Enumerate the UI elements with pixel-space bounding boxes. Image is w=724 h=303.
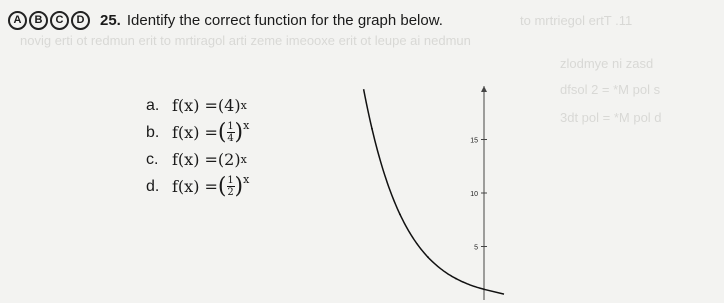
fraction-numerator: 1 xyxy=(227,175,234,186)
curve-point xyxy=(399,214,401,216)
option-letter: a. xyxy=(146,96,160,114)
answer-options xyxy=(146,92,249,200)
open-paren: ( xyxy=(217,119,227,145)
fraction-denominator: 2 xyxy=(227,187,234,198)
option-exponent: x xyxy=(243,119,250,132)
bubble-c[interactable]: C xyxy=(50,11,69,30)
option-exponent: x xyxy=(243,173,250,186)
option-letter: b. xyxy=(146,123,160,141)
bleed-through-text: to mrtriegol ertT .11 xyxy=(520,13,633,28)
bubble-a[interactable]: A xyxy=(8,11,27,30)
option-letter: c. xyxy=(146,150,159,168)
close-paren: ) xyxy=(234,173,244,199)
curve-points xyxy=(371,128,485,290)
answer-bubbles xyxy=(8,11,90,30)
question-number: 25. xyxy=(100,11,121,29)
option-lhs: f(x) = xyxy=(172,123,218,142)
option-lhs: f(x) = xyxy=(172,96,218,115)
option-letter: d. xyxy=(146,177,160,195)
fraction-denominator: 4 xyxy=(227,133,234,144)
option-a[interactable] xyxy=(146,92,249,119)
fraction xyxy=(227,175,235,198)
close-paren: ) xyxy=(234,119,244,145)
y-tick-label: 5 xyxy=(474,244,478,252)
bleed-through-text: zlodmye ni zasd xyxy=(560,56,654,71)
y-tick-label: 10 xyxy=(470,191,478,198)
bubble-b[interactable]: B xyxy=(29,11,48,30)
y-tick-label: 15 xyxy=(470,137,478,145)
option-exponent: x xyxy=(240,99,247,112)
option-c[interactable] xyxy=(146,146,249,173)
option-lhs: f(x) = xyxy=(172,150,218,169)
option-exponent: x xyxy=(240,153,247,166)
function-graph xyxy=(360,60,540,303)
exponential-curve xyxy=(364,89,504,294)
fraction xyxy=(227,121,235,144)
curve-point xyxy=(455,278,457,280)
bubble-d[interactable]: D xyxy=(71,11,90,30)
option-base: (4) xyxy=(217,96,241,115)
option-base: (2) xyxy=(217,150,241,169)
bleed-through-text: 3dt pol = *M pol d xyxy=(560,110,662,125)
open-paren: ( xyxy=(217,173,227,199)
option-lhs: f(x) = xyxy=(172,177,218,196)
curve-point xyxy=(371,128,373,130)
bleed-through-text: novig erti ot redmun erit to mrtiragol arti zeme imeooxe erit ot leupe ai nedmun xyxy=(20,33,471,48)
question-text: Identify the correct function for the graph below. xyxy=(126,11,443,29)
option-b[interactable] xyxy=(146,119,249,146)
question-header xyxy=(8,8,443,32)
y-axis-arrow xyxy=(481,86,487,92)
curve-point xyxy=(483,288,485,290)
fraction-numerator: 1 xyxy=(227,121,234,132)
curve-point xyxy=(427,256,429,258)
option-d[interactable] xyxy=(146,173,249,200)
bleed-through-text: dfsol 2 = *M pol s xyxy=(560,82,661,97)
